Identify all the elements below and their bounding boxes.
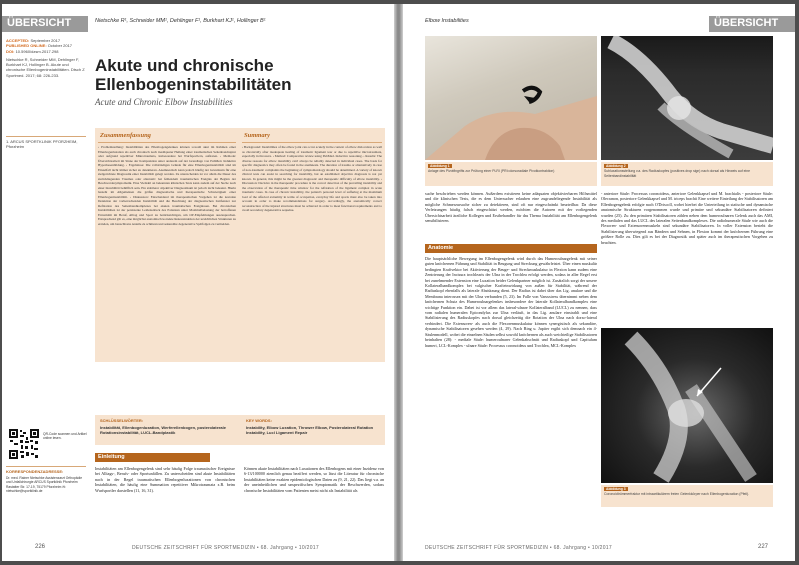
journal-footer: DEUTSCHE ZEITSCHRIFT FÜR SPORTMEDIZIN • 68. Jahrgang • 10/2017	[132, 545, 319, 551]
keywords-en-heading: KEY WORDS:	[246, 418, 272, 423]
figure-2-xray	[601, 36, 773, 160]
col2-top-text: - anteriore Säule: Processus coronoideus, anteriore Gelenkkapsel und M. brachialis - posteriore Säule: Olecranon, posteriore Gelenkkapsel und M. triceps brachii Eine weitere Einteilung der Stabilisatoren am Ellenbogengelenk erfolgte nach O'Driscoll, wobei hierbei die Unterteilung in statische und dynamische anatomische Strukturen vorgenommen wurde und primäre und sekundäre Stabilisatoren definiert wurden (25). Zu den primären Stabilisatoren zählen neben dem humeroulnaren Gelenk auch das AMI, des medialen und das LUCL des lateralen Seitenbandkomplexes. Die radiohumerale Säule wie auch die Flexoren- und Extensorenmuskeln sind sekundäre Stabilisatoren. In voller Extension besteht die Stabilisierung überwiegend aus Bändern und Sehnen, in Flexion kommt der knöchernen Führung eine größere Rolle zu. Dies gilt es bei der Diagnostik und später auch im therapeutischen Vorgehen zu beachten.	[601, 191, 773, 245]
article-subtitle: Acute and Chronic Elbow Instabilities	[95, 97, 233, 107]
keywords-de: Instabilität, Ellenbogenluxation, Werferellenbogen, posterolaterale Rotationsinstabilität, LUCL-Bandplastik	[100, 425, 226, 435]
intro-column-2: Können akute Instabilitäten nach Luxationen des Ellenbogens mit einer Inzidenz von 6-13/100000 ziemlich genau beziffert werden, so lässt die Literatur für chronische Instabilitäten keine exakten epidemiologischen Daten zu (9, 21, 22). Das liegt v.a. an der uneinheitlichen und unspezifischen Symptomatik der Beschwerden, sodass chronische Instabilitäten vom Patienten meist nicht als Instabilität als	[244, 466, 384, 493]
figure-1-tag: Abbildung 1	[430, 164, 450, 168]
divider	[242, 142, 382, 143]
elbow-test-illustration	[425, 36, 597, 160]
figure-2-caption: Abbildung 2 Subluxationsstellung v.a. des Radiuskopfes (positives drop sign) nach dorsal als Hinweis auf eine Seitenbandinstabilität	[601, 162, 773, 186]
col1-main-text: Die hauptsächliche Bewegung im Ellenbogengelenk wird durch das Humeroulnargelenk mit seiner guten knöchernen Führung und Stabilität in Beugung und Streckung gewährleistet. Über einen muskulär bedingten Kraftvektor bei Aktivierung der Beuge- und Streckmuskulatur in Flexion kann zudem eine Zentrierung der Incisura trochlearis der Ulna in der Trochlea erfolgt werden, sodass in aller Regel erst bei zunehmender Extension eine Luxation beider Gelenkpartner möglich ist. Zusätzlich sorgt der unsere Kollateralbandkomplex bei valgischer Krafteinwirkung von außen für Stabilität, während der Radiuskopf ebenfalls als laterale Abstützung dient. Der Radius ist dabei über das Lig. anulare und die Membrana interossea mit der Ulna verbunden (5, 23). Im Falle von Varusstress übernimmt neben dem knöchernen Schutz des Humeroulnargelenkes insbesondere der laterale Kollateralbandkomplex eine wichtige Funktion ein. Dabei ist vor allem das lateral-ulnare Kollateralband (LUCL) zu nennen, dass vom radialen humeralen Epicondylus zur Ulna verläuft, in das Lig. anulare einstrahlt und eine Stabilisierung des Radiuskopfes nach dorsal gleichzeitig die Rotation der Ulna nach dorso-lateral verhindert. Die Extensoren- als auch die Flexorenmuskulatur können synergistisch als sekundäre, dynamische Stabilisatoren gesehen werden (4, 29). Nach Ring u. Jupiter ergibt sich demnach ein 4-Säulenmodell, wobei die einzelnen Säulen selbst sowohl knöchernen als auch weichteilige Stabilisatoren beinhalten (28): - mediale Säule: humeroulnarer Gelenkabschnitt und Radiuskopf und Capitulum humeri, LCL-Komplex - ulnare Säule: Processus coronoideus und Trochlea, MCL-Komplex	[425, 256, 597, 348]
zusammenfassung-text: › Problemstellung: Instabilitäten des Ellenbogengelenkes können sowohl akut im Rahmen einer Ellenbogenluxation als auch chronisch nach inadäquater Heilung einer traumatischen Seitenbandruptur oder aufgrund repetitiver Mikrotraumata, insbesondere bei Wurfsportlern, auftreten. › Methode: Übersichtsarbeit im Sinne der Kompraktion unter anderem auf der Grundlage von PubMed. Induktive Hypothesenbildung. › Ergebnisse: Die vollständigen Gründe für eine Ellenbogeninstabilität sind im Einzelfall nicht immer sicher zu detektieren. Anamnestisch kann jedoch häufig der Grundstein für eine zielgerichtete Diagnostik einer Instabilität gelegt werden. Zu unterscheiden ist vor allem die Dauer des zurückliegenden Traumas oder alternativ bei fehlendem traumatischen Ereignis der Beginn der Beschwerdesymptomatik. Eine Vielzahl an bekannten klinischen Tests kann zudem auf der Suche nach einer Instabilität behilflich sein. Ein stabilerer objektiver Diagnostikum ist jedoch nicht bekannt. Hierin besteht im Allgemeinen die größte diagnostische und therapeutische Schwierigkeit einer Ellenbogeninstabilität. › Diskussion: Entscheidend im therapeutischen Vorgehen ist die korrekte Detektion der vorherrschenden Instabilität und die Beachtung der diagnostischen Zeitfenster zur Refixation des Seitenbandkomplexes bei akuten traumatischen Ereignissen. Bei chronischen Instabilitäten ist der persistente Leidensdruck des Patienten unter Maximalbelastung der betroffenen Extremität im Beruf, Alltag und Sport zu berücksichtigen, um OP-Empfehlungen auszusprechen. Entsprechend gilt es, eine möglichst anatomisch korrekte Rekonstruktion der ursächlichen Strukturen zu erzielen, um benachbarte Anteile zu schützen und sekundäre degenerative Spätfolgen zu vermeiden.	[98, 145, 236, 226]
meta-doi: DOI: 10.5960/dzsm.2017.298	[6, 48, 59, 54]
zusammenfassung-heading: Zusammenfassung	[100, 132, 151, 139]
figure-1-photo	[425, 36, 597, 160]
article-title: Akute und chronische Ellenbogeninstabilitäten	[95, 56, 292, 94]
qr-code-icon	[8, 428, 40, 460]
meta-accepted: ACCEPTED: September 2017	[6, 38, 61, 43]
keywords-de-heading: SCHLÜSSELWÖRTER:	[100, 418, 144, 423]
running-head: Elbow Instabilities	[425, 18, 469, 24]
anatomie-heading: Anatomie	[425, 244, 597, 253]
figure-3-caption: Abbildung 3 Coronoidtrümmerfraktur mit intraartikulärem freien Gelenkkörper nach Ellenbogenluxation (Pfeil).	[601, 485, 773, 507]
figure-1-caption: Abbildung 1 Anlage des Pivotfingrifts zur Prüfung einer PLRI (PRI=dorsoradiale Pivotkontraktion)	[425, 162, 597, 186]
qr-code[interactable]	[8, 428, 40, 460]
summary-text: › Background: Instabilities of the elbow joint can occur acutely in the context of elbow dislocation as well as chronically after inadequate healing of traumatic ligament tear or due to repetitive microtraumata, especially in throwers. › Method: Comparative review using PubMed. Inductive reasoning. › Results: The diverse reasons for elbow instability can't always be reliably detected in individual cases. The basis for specific diagnostics may often be found in the anamnesis. The duration of trauma or alternatively in case of non-traumatic complaints the beginning of symptomatology should be determined. A variety of known clinical tests can assist in searching for instability, but an established objective diagnosis is not yet known. In general, this might be the greatest diagnostic and therapeutic difficulty of elbow instability. › Discussion: Decisive in the therapeutic procedure is the correct detection of the prevailing instability and the observation of the therapeutic time window for the refixation of the ligament complex in acute traumatic cases. In case of chronic instability, the patient's personal level of suffering at the maximum load of the affected extremity in terms of occupation, everyday life and sports must also be taken into account in order to make recommendations for surgery. Accordingly, the anatomically correct reconstruction of the injured structures must be achieved in order to meet functional requirements and to avoid secondary degenerative sequelae.	[242, 145, 382, 212]
keywords-en: Instability, Elbow Luxation, Thrower Elbow, Posterolateral Rotation Instability, Lucl Ligament Repair	[246, 425, 374, 435]
authors: Nietschke R¹, Schneider MM¹, Dehlinger F¹, Burkhart KJ¹, Hollinger B¹	[95, 18, 266, 24]
figure-3-xray	[601, 328, 773, 483]
contact-heading: KORRESPONDENZADRESSE:	[6, 469, 64, 474]
right-page	[403, 4, 795, 561]
summary-heading: Summary	[244, 132, 271, 139]
meta-published: PUBLISHED ONLINE: October 2017	[6, 43, 73, 49]
section-badge: ÜBERSICHT	[709, 16, 795, 32]
book-gutter	[394, 4, 403, 561]
citation: Nietschke R, Schneider MM, Dehlinger F, Burkhart KJ, Hollinger B. Akute und chronische Ellenbogeninstabilitäten. Dtsch Z Sportmed. 2017; 68: 226-233.	[6, 56, 85, 78]
xray-illustration	[601, 36, 773, 160]
divider	[6, 136, 86, 137]
figure-3-tag: Abbildung 3	[606, 487, 626, 491]
section-badge: ÜBERSICHT	[2, 16, 88, 32]
coronoid-fracture-illustration	[601, 328, 773, 483]
page-number: 227	[758, 544, 769, 550]
einleitung-heading: Einleitung	[95, 453, 210, 462]
qr-note: QR-Code scannen und Artikel online lesen.	[43, 432, 87, 441]
journal-footer: DEUTSCHE ZEITSCHRIFT FÜR SPORTMEDIZIN • 68. Jahrgang • 10/2017	[425, 545, 612, 551]
divider	[98, 142, 236, 143]
left-page	[2, 4, 394, 561]
page-number: 226	[35, 544, 46, 550]
figure-2-tag: Abbildung 2	[606, 164, 626, 168]
intro-column-1: Instabilitäten am Ellenbogengelenk sind sehr häufig Folge traumatischer Ereignisse bei Alltags-, Berufs- oder Sportunfällen. Zu unterscheiden sind akute Instabilitäten nach in der Regel traumatischen Ellenbogenluxationen von chronischen Instabilitäten, die häufig eine Summation repetitiver Mikrotraumata z.B. beim Wurfsportler darstellen (11, 16, 31).	[95, 466, 235, 493]
divider	[6, 466, 86, 467]
col1-top-text: suche beschrieben werden können. Außerdem existieren keine adäquaten objektivierbaren Hilfsmittel und die klinischen Tests, die es dem Untersucher erlauben eine zugrundeliegende Instabilität als mögliche Schmerzursache sicher zu detektieren, sind oft nur eingeschränkt beurteilbar. Da diese Verletzungen häufig falsch eingeschätzt werden, möchten die Autoren mit der vorliegenden Übersichtsarbeit ärztliche Kollegen und Erstbehandler für das Thema Instabilität am Ellenbogengelenk sensibilisieren.	[425, 191, 597, 224]
article-meta	[6, 38, 86, 78]
contact-address: Dr. med. Rainer Nietschke Assistenzarzt Orthopädie und Unfallchirurgie ARCUS Sportklinik Pforzheim Rastatter Str. 17-19, 75179 Pforzheim ✉: nietschke@sportklinik.de	[6, 476, 83, 494]
affiliation: 1. ARCUS SPORTKLINIK PFORZHEIM, Pforzheim	[6, 139, 78, 150]
